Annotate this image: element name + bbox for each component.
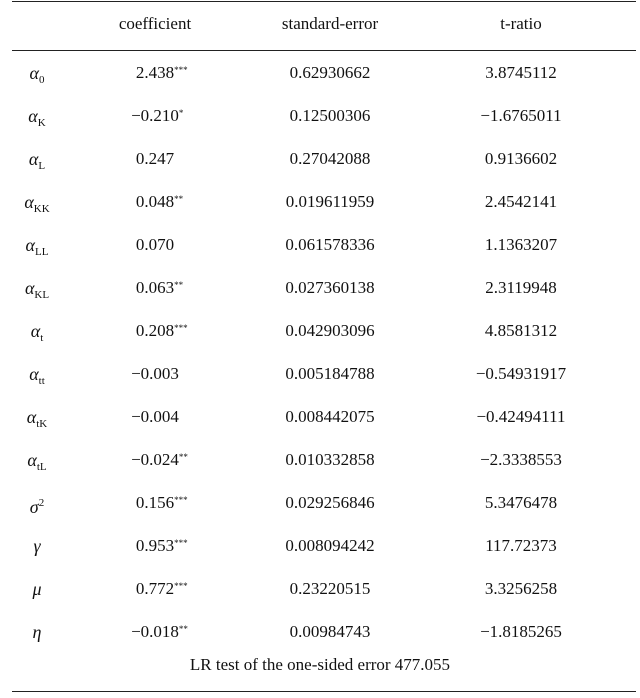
significance-stars: ***: [174, 581, 188, 591]
param-subscript: 0: [38, 74, 45, 86]
t-ratio-cell: 4.8581312: [484, 321, 558, 340]
param-symbol: [12, 321, 62, 348]
table-row: [0, 352, 640, 395]
table-row: [0, 395, 640, 438]
t-ratio-cell: 5.3476478: [484, 493, 558, 512]
standard-error-cell: 0.005184788: [285, 364, 375, 383]
standard-error-cell: 0.008094242: [285, 536, 375, 555]
table-row: [0, 438, 640, 481]
param-subscript: K: [37, 117, 46, 129]
standard-error-cell: 0.061578336: [285, 235, 375, 254]
coefficient-cell: [95, 450, 215, 470]
table-row: [0, 94, 640, 137]
coefficient-value: 0.953: [135, 536, 175, 555]
table-row: [0, 180, 640, 223]
table-row: [0, 223, 640, 266]
table-row: [0, 137, 640, 180]
param-symbol: [12, 536, 62, 556]
param-subscript: tt: [38, 375, 45, 387]
coefficient-cell: [95, 321, 215, 341]
param-subscript: tK: [36, 418, 48, 430]
param-symbol: [12, 278, 62, 305]
table-row: [0, 309, 640, 352]
coefficient-cell: [95, 622, 215, 642]
param-subscript: LL: [35, 246, 49, 258]
t-ratio-cell: −2.3338553: [480, 450, 562, 469]
significance-stars: ***: [174, 538, 188, 548]
param-symbol: [12, 106, 62, 133]
t-ratio-cell: −1.8185265: [480, 622, 562, 641]
param-base: γ: [33, 536, 41, 556]
coefficient-value: 2.438: [135, 63, 175, 82]
table-row: [0, 266, 640, 309]
significance-stars: *: [178, 108, 184, 118]
param-subscript: KL: [34, 289, 50, 301]
standard-error-cell: 0.27042088: [289, 149, 371, 168]
coefficient-value: −0.004: [131, 407, 179, 426]
param-subscript: tL: [36, 461, 47, 473]
significance-stars: **: [178, 624, 188, 634]
bottom-rule: [12, 691, 636, 692]
t-ratio-cell: −0.54931917: [475, 364, 567, 383]
t-ratio-cell: 3.8745112: [485, 63, 557, 82]
param-symbol: [12, 622, 62, 642]
table-header: [0, 14, 640, 44]
t-ratio-cell: 0.9136602: [484, 149, 558, 168]
top-rule: [12, 1, 636, 2]
significance-stars: ***: [174, 65, 188, 75]
table-row: [0, 567, 640, 610]
param-base: α: [25, 235, 35, 255]
coefficient-value: 0.247: [135, 149, 175, 168]
param-base: α: [24, 192, 34, 212]
coefficient-value: 0.063: [135, 278, 175, 297]
coefficient-cell: [95, 63, 215, 83]
standard-error-cell: 0.23220515: [289, 579, 371, 598]
header-standard-error: standard-error: [281, 14, 379, 33]
param-base: α: [28, 149, 39, 169]
standard-error-cell: 0.010332858: [285, 450, 375, 469]
t-ratio-cell: −1.6765011: [480, 106, 562, 125]
coefficient-value: 0.772: [135, 579, 175, 598]
standard-error-cell: 0.62930662: [289, 63, 371, 82]
param-symbol: [12, 192, 62, 219]
param-subscript: t: [40, 332, 44, 344]
param-base: σ: [29, 497, 39, 517]
table-row: [0, 524, 640, 567]
header-t-ratio: t-ratio: [500, 14, 542, 33]
param-base: α: [29, 364, 39, 384]
coefficient-cell: [95, 149, 215, 169]
lr-test-note: LR test of the one-sided error 477.055: [189, 655, 451, 674]
param-symbol: [12, 493, 62, 517]
coefficient-cell: [95, 192, 215, 212]
param-symbol: [12, 407, 62, 434]
param-base: α: [29, 63, 39, 83]
standard-error-cell: 0.00984743: [289, 622, 371, 641]
param-base: α: [26, 407, 37, 427]
coefficient-cell: [95, 278, 215, 298]
coefficient-value: −0.018: [131, 622, 179, 641]
significance-stars: **: [178, 452, 188, 462]
t-ratio-cell: 3.3256258: [484, 579, 558, 598]
standard-error-cell: 0.008442075: [285, 407, 375, 426]
param-symbol: [12, 579, 62, 599]
coefficient-cell: [95, 235, 215, 255]
param-symbol: [12, 149, 62, 176]
param-superscript: 2: [38, 497, 45, 509]
table-row: [0, 610, 640, 653]
standard-error-cell: 0.027360138: [285, 278, 375, 297]
standard-error-cell: 0.029256846: [285, 493, 375, 512]
param-symbol: [12, 63, 62, 90]
coefficient-value: 0.048: [135, 192, 175, 211]
table-row: [0, 51, 640, 94]
coefficient-cell: [95, 536, 215, 556]
significance-stars: **: [174, 194, 184, 204]
significance-stars: ***: [174, 323, 188, 333]
coefficient-cell: [95, 407, 215, 427]
param-symbol: [12, 235, 62, 262]
param-subscript: L: [38, 160, 46, 172]
t-ratio-cell: 2.4542141: [484, 192, 558, 211]
param-base: α: [27, 450, 37, 470]
table-row: [0, 481, 640, 524]
t-ratio-cell: 1.1363207: [484, 235, 558, 254]
coefficient-value: 0.070: [135, 235, 175, 254]
standard-error-cell: 0.042903096: [285, 321, 375, 340]
param-base: μ: [32, 579, 42, 599]
standard-error-cell: 0.12500306: [289, 106, 371, 125]
coefficient-cell: [95, 579, 215, 599]
param-base: α: [28, 106, 38, 126]
param-symbol: [12, 450, 62, 477]
param-symbol: [12, 364, 62, 391]
coefficient-cell: [95, 493, 215, 513]
coefficient-cell: [95, 106, 215, 126]
header-coefficient: coefficient: [118, 14, 192, 33]
coefficient-value: −0.210: [131, 106, 179, 125]
coefficient-value: 0.156: [135, 493, 175, 512]
t-ratio-cell: 2.3119948: [485, 278, 557, 297]
significance-stars: **: [174, 280, 184, 290]
param-subscript: KK: [33, 203, 50, 215]
param-base: α: [24, 278, 35, 298]
coefficient-value: −0.003: [131, 364, 179, 383]
t-ratio-cell: 117.72373: [485, 536, 557, 555]
coefficient-value: −0.024: [131, 450, 179, 469]
significance-stars: ***: [174, 495, 188, 505]
standard-error-cell: 0.019611959: [285, 192, 375, 211]
param-base: η: [32, 622, 42, 642]
param-base: α: [30, 321, 41, 341]
coefficient-cell: [95, 364, 215, 384]
t-ratio-cell: −0.42494111: [476, 407, 566, 426]
coefficient-value: 0.208: [135, 321, 175, 340]
